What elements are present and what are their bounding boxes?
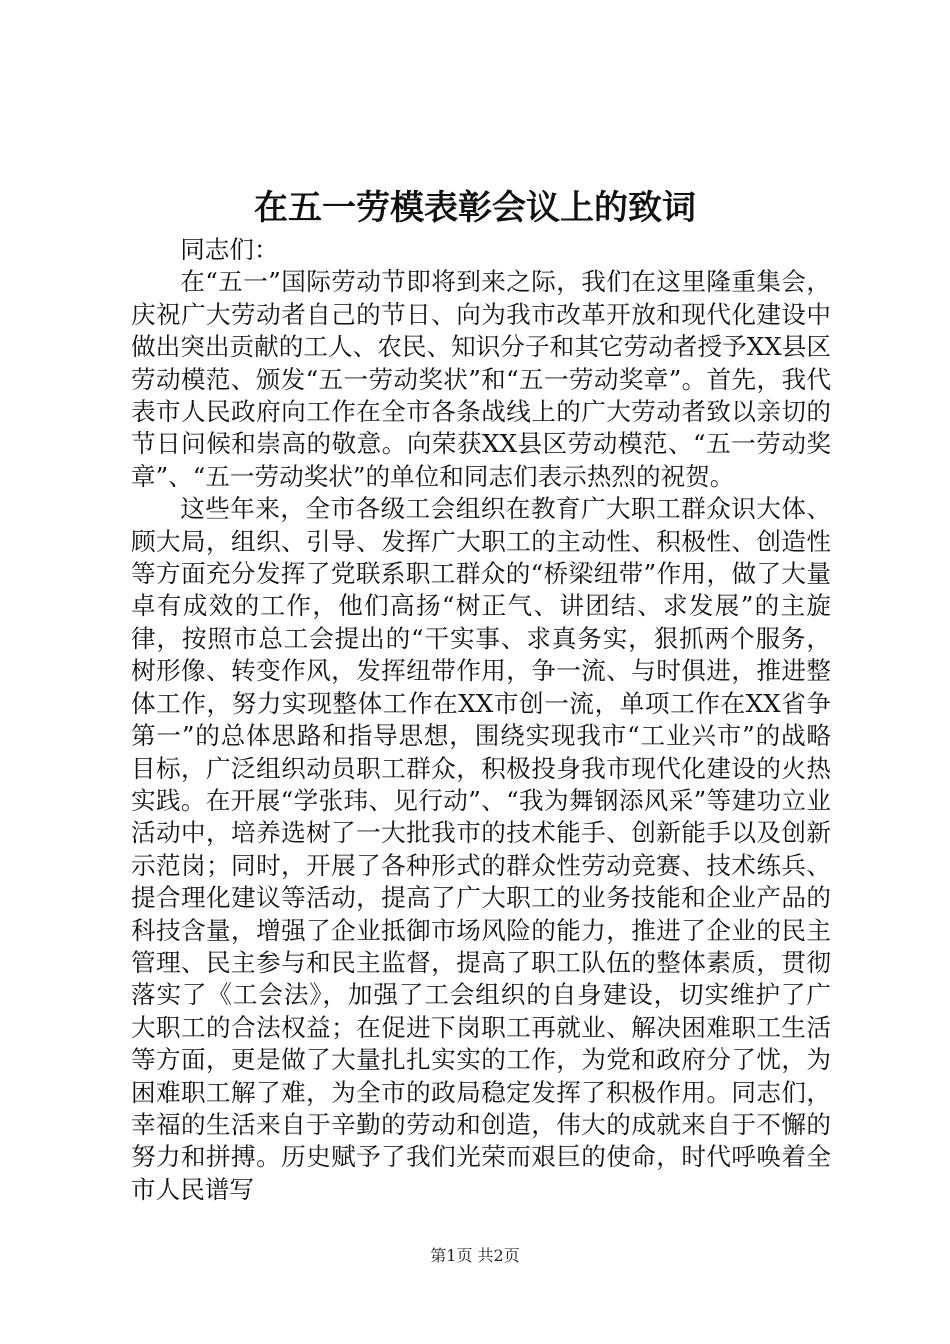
- document-title: 在五一劳模表彰会议上的致词: [254, 188, 696, 228]
- salutation: 同志们：: [180, 235, 279, 264]
- page-footer: 第1页 共2页: [430, 1246, 520, 1265]
- paragraph: 这些年来，全市各级工会组织在教育广大职工群众识大体、顾大局，组织、引导、发挥广大职工的主动性、积极性、创造性等方面充分发挥了党联系职工群众的“桥梁纽带”作用，做了大量卓有成效的工作，他们高扬“树正气、讲团结、求发展”的主旋律，按照市总工会提出的“干实事、求真务实，狠抓两个服务，树形像、转变作风，发挥纽带作用，争一流、与时俱进，推进整体工作，努力实现整体工作在XX市创一流，单项工作在XX省争第一”的总体思路和指导思想，围绕实现我市“工业兴市”的战略目标，广泛组织动员职工群众，积极投身我市现代化建设的火热实践。在开展“学张玮、见行动”、“我为舞钢添风采”等建功立业活动中，培养选树了一大批我市的技术能手、创新能手以及创新示范岗；同时，开展了各种形式的群众性劳动竞赛、技术练兵、提合理化建议等活动，提高了广大职工的业务技能和企业产品的科技含量，增强了企业抵御市场风险的能力，推进了企业的民主管理、民主参与和民主监督，提高了职工队伍的整体素质，贯彻落实了《工会法》，加强了工会组织的自身建设，切实维护了广大职工的合法权益；在促进下岗职工再就业、解决困难职工生活等方面，更是做了大量扎扎实实的工作，为党和政府分了忧，为困难职工解了难，为全市的政局稳定发挥了积极作用。同志们，幸福的生活来自于辛勤的劳动和创造，伟大的成就来自于不懈的努力和拼搏。历史赋予了我们光荣而艰巨的使命，时代呼唤着全市人民谱写: [131, 494, 831, 1204]
- document-body: [131, 234, 831, 1206]
- paragraph: 在“五一”国际劳动节即将到来之际，我们在这里隆重集会，庆祝广大劳动者自己的节日、向为我市改革开放和现代化建设中做出突出贡献的工人、农民、知识分子和其它劳动者授予XX县区劳动模范、颁发“五一劳动奖状”和“五一劳动奖章”。首先，我代表市人民政府向工作在全市各条战线上的广大劳动者致以亲切的节日问候和崇高的敬意。向荣获XX县区劳动模范、“五一劳动奖章”、“五一劳动奖状”的单位和同志们表示热烈的祝贺。: [131, 267, 831, 491]
